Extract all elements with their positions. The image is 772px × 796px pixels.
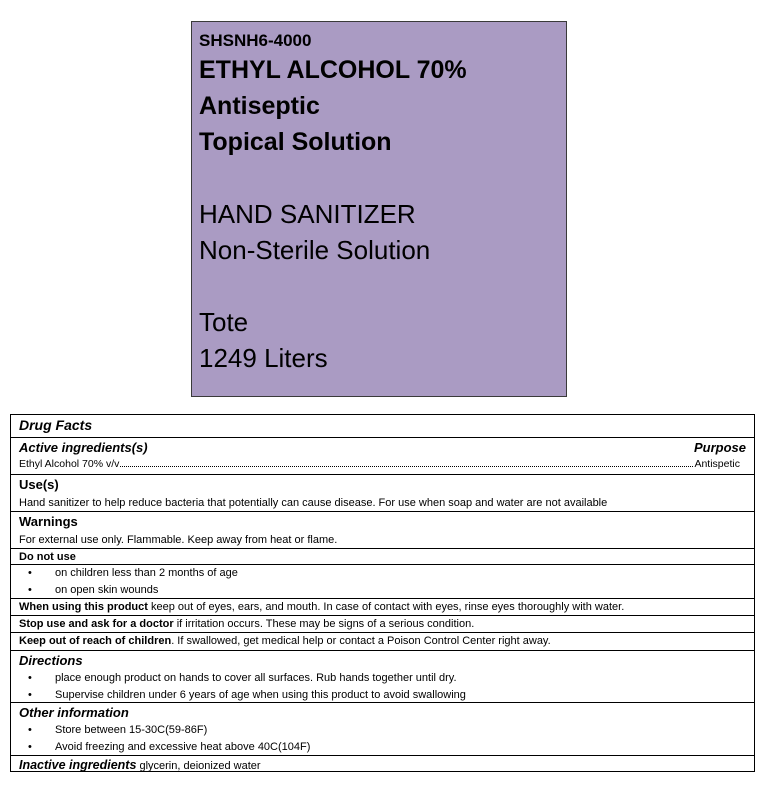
product-type-line-1: HAND SANITIZER	[199, 199, 416, 229]
uses-text: Hand sanitizer to help reduce bacteria that potentially can cause disease. For use when soap and water are not available	[19, 497, 608, 509]
product-code: SHSNH6-4000	[199, 31, 312, 50]
keep-out-body: . If swallowed, get medical help or contact a Poison Control Center right away.	[171, 635, 551, 647]
when-using-body: keep out of eyes, ears, and mouth. In case of contact with eyes, rinse eyes thoroughly with water.	[147, 601, 625, 613]
when-using-text	[19, 599, 754, 615]
active-ingredients-section	[11, 438, 754, 475]
other-information-heading: Other information	[19, 705, 129, 720]
other-information-item: • Store between 15-30C(59-86F)	[19, 722, 754, 739]
do-not-use-list	[11, 565, 754, 599]
inactive-ingredients-heading: Inactive ingredients	[19, 758, 137, 772]
stop-use-body: if irritation occurs. These may be signs of a serious condition.	[173, 618, 475, 630]
inactive-ingredients-text	[19, 756, 754, 776]
spacer	[199, 160, 566, 196]
warnings-text: For external use only. Flammable. Keep away from heat or flame.	[19, 534, 338, 546]
other-information-section	[11, 703, 754, 756]
package-line-1: Tote	[199, 307, 249, 337]
do-not-use-item: • on children less than 2 months of age	[19, 565, 754, 582]
other-information-item: • Avoid freezing and excessive heat above 40C(104F)	[19, 739, 754, 756]
label-title-line-1: ETHYL ALCOHOL 70%	[199, 56, 467, 84]
stop-use-text	[19, 616, 754, 632]
directions-section	[11, 651, 754, 703]
keep-out-text	[19, 633, 754, 649]
directions-item: • place enough product on hands to cover all surfaces. Rub hands together until dry.	[19, 670, 754, 687]
inactive-ingredients-body: glycerin, deionized water	[136, 760, 261, 772]
inactive-ingredients-section	[11, 756, 754, 776]
do-not-use-item: • on open skin wounds	[19, 582, 754, 599]
active-ingredients-heading: Active ingredients(s)	[19, 440, 148, 455]
uses-heading: Use(s)	[19, 477, 59, 492]
stop-use-label: Stop use and ask for a doctor	[19, 618, 174, 630]
do-not-use-header-row	[11, 549, 754, 565]
when-using-row	[11, 599, 754, 616]
drug-facts-table	[10, 414, 755, 772]
uses-section	[11, 475, 754, 512]
active-ingredient: Ethyl Alcohol 70% v/v	[19, 458, 120, 470]
directions-item: • Supervise children under 6 years of age when using this product to avoid swallowing	[19, 687, 754, 704]
do-not-use-heading: Do not use	[19, 551, 76, 563]
dot-leader	[120, 466, 693, 467]
directions-heading: Directions	[19, 653, 83, 668]
drug-facts-header-row	[11, 415, 754, 438]
label-title-line-2: Antiseptic	[199, 92, 320, 120]
spacer	[199, 268, 566, 304]
stop-use-row	[11, 616, 754, 633]
purpose-heading: Purpose	[693, 440, 746, 455]
product-label-panel	[191, 21, 567, 397]
active-ingredients-header	[19, 438, 754, 457]
warnings-section	[11, 512, 754, 549]
drug-facts-heading: Drug Facts	[19, 417, 93, 433]
label-title-line-3: Topical Solution	[199, 128, 392, 156]
active-ingredient-line	[19, 457, 754, 471]
keep-out-row	[11, 633, 754, 651]
package-line-2: 1249 Liters	[199, 343, 328, 373]
product-type-line-2: Non-Sterile Solution	[199, 235, 431, 265]
keep-out-label: Keep out of reach of children	[19, 635, 172, 647]
when-using-label: When using this product	[19, 601, 148, 613]
warnings-heading: Warnings	[19, 514, 78, 529]
active-ingredient-purpose: Antispetic	[694, 458, 740, 470]
